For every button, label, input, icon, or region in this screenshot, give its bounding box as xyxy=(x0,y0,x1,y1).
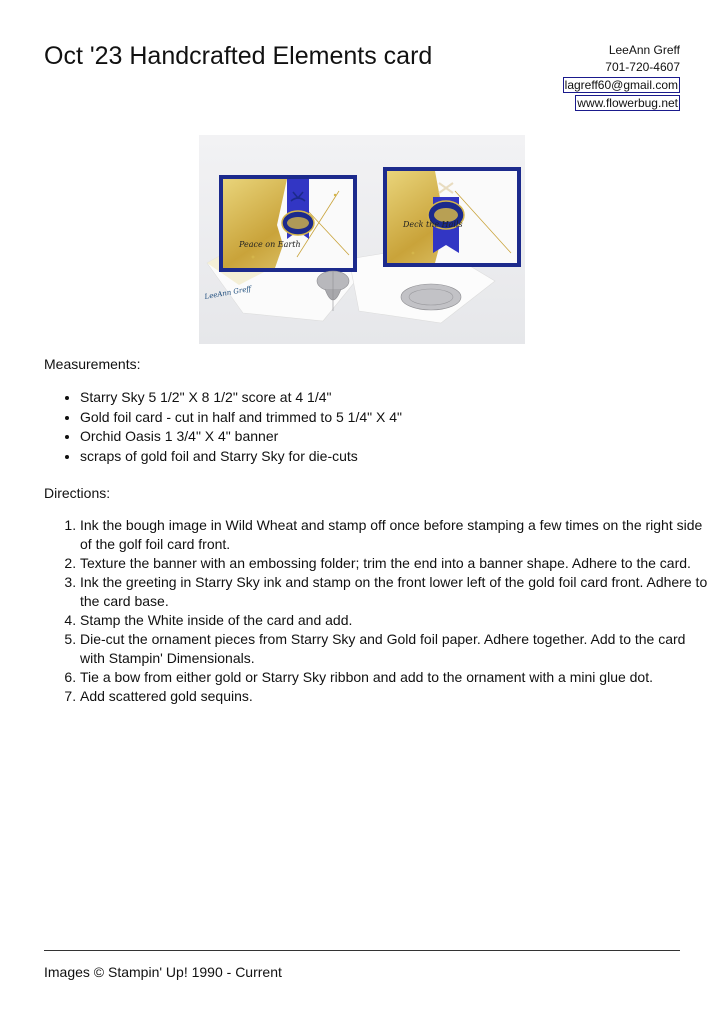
contact-block xyxy=(563,42,680,112)
website-link[interactable]: www.flowerbug.net xyxy=(577,96,678,110)
list-item: 6. Tie a bow from either gold or Starry Sky ribbon and add to the ornament with a mini glue dot. xyxy=(80,668,708,687)
list-item: 4. Stamp the White inside of the card and add. xyxy=(80,611,708,630)
page-title: Oct '23 Handcrafted Elements card xyxy=(44,42,433,70)
directions-list xyxy=(44,516,708,706)
list-item: • Gold foil card - cut in half and trimmed to 5 1/4" X 4" xyxy=(80,408,720,428)
directions-heading: Directions: xyxy=(44,485,111,501)
footer-copyright: Images © Stampin' Up! 1990 - Current xyxy=(44,964,282,980)
watermark: LeeAnn Greff xyxy=(203,284,252,301)
card-left xyxy=(219,175,357,272)
list-item: • scraps of gold foil and Starry Sky for die-cuts xyxy=(80,447,720,467)
measurements-heading: Measurements: xyxy=(44,356,141,372)
card-right xyxy=(383,167,521,267)
author-name: LeeAnn Greff xyxy=(608,43,680,57)
list-item: 7. Add scattered gold sequins. xyxy=(80,687,708,706)
list-item: 5. Die-cut the ornament pieces from Starry Sky and Gold foil paper. Adhere together. Add to the card with Stampin' Dimensionals. xyxy=(80,630,708,668)
ornament-die-cut-right xyxy=(401,284,461,310)
list-item: • Orchid Oasis 1 3/4" X 4" banner xyxy=(80,427,720,447)
list-item: 2. Texture the banner with an embossing folder; trim the end into a banner shape. Adhere to the card. xyxy=(80,554,708,573)
phone-number: 701-720-4607 xyxy=(605,60,680,74)
card-photo xyxy=(199,135,525,344)
email-link[interactable]: lagreff60@gmail.com xyxy=(564,78,678,92)
list-item: • Starry Sky 5 1/2" X 8 1/2" score at 4 1/4" xyxy=(80,388,720,408)
list-item: 3. Ink the greeting in Starry Sky ink and stamp on the front lower left of the gold foil card front. Adhere to the card base. xyxy=(80,573,708,611)
list-item: 1. Ink the bough image in Wild Wheat and stamp off once before stamping a few times on the right side of the golf foil card front. xyxy=(80,516,708,554)
greeting-peace-on-earth: Peace on Earth xyxy=(239,240,301,249)
footer-divider xyxy=(44,950,680,951)
greeting-deck-the-halls: Deck the Halls xyxy=(403,220,463,229)
measurements-list xyxy=(44,388,720,466)
